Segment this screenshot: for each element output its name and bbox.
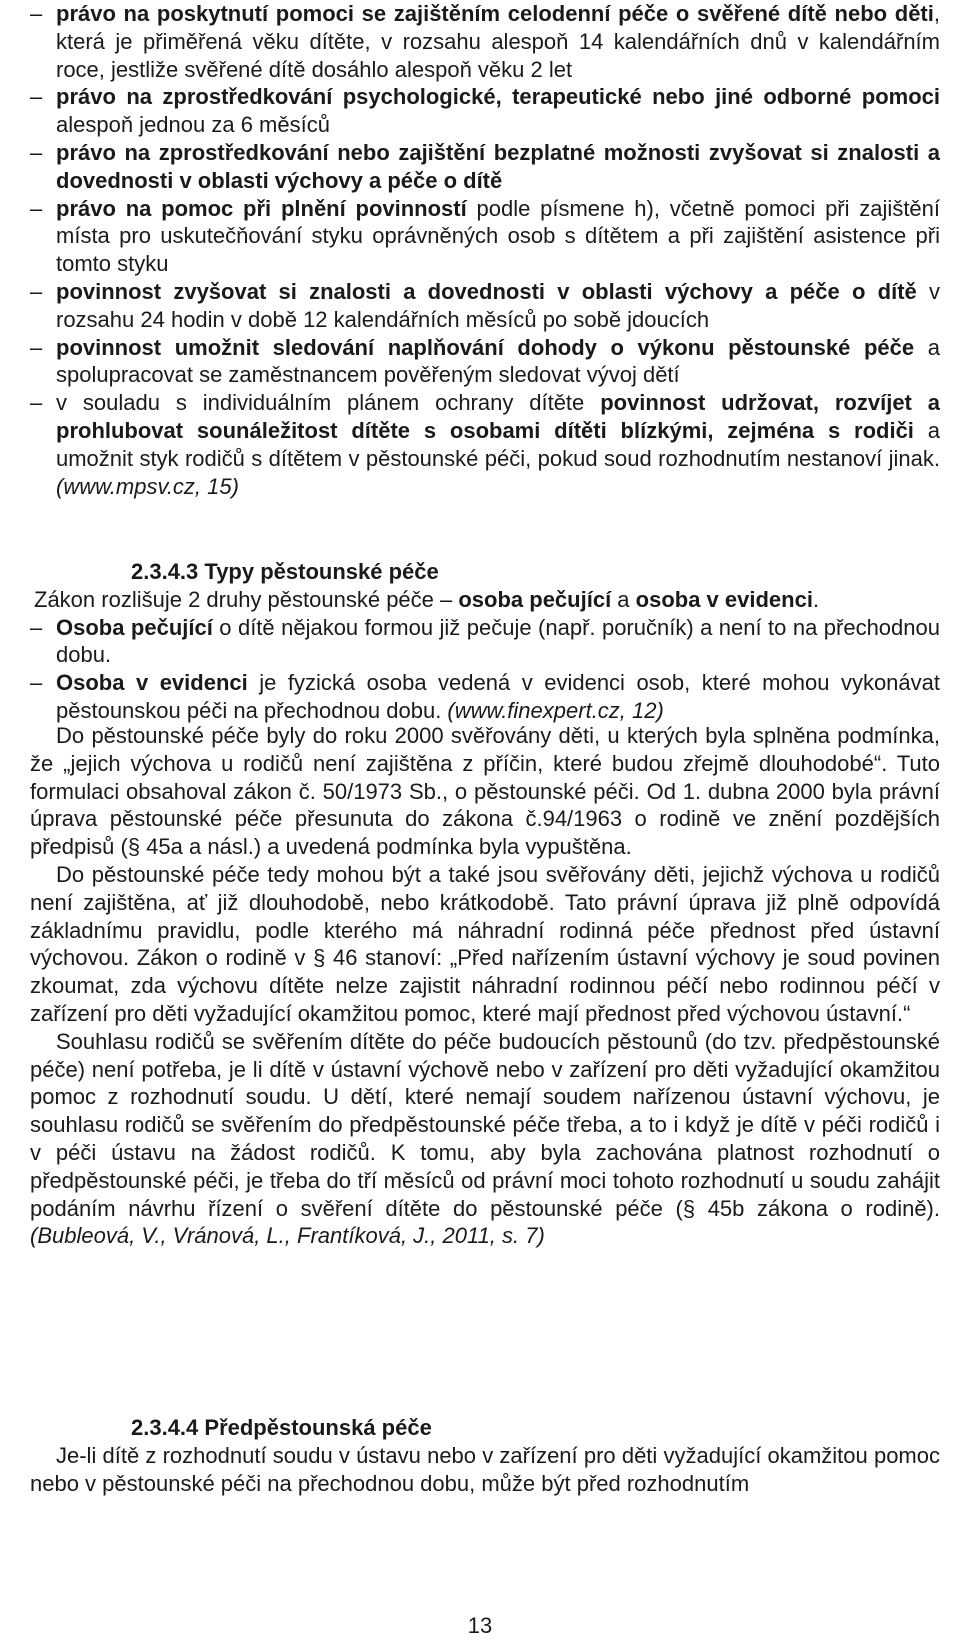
- paragraph: Souhlasu rodičů se svěřením dítěte do péče budoucích pěstounů (do tzv. předpěstounské péče) není potřeba, je li dítě v ústavní výchově nebo v zařízení pro děti vyžadující okamžitou pomoc z rozhodnutí soudu. U dětí, které nemají soudem nařízenou ústavní výchovu, je souhlasu rodičů se svěřením do předpěstounské péče třeba, a to i když je dítě v péči rodičů i v péči ústavu na žádost rodičů. K tomu, aby byla zachována platnost rozhodnutí o předpěstounské péči, je třeba do tří měsíců od právní moci tohoto rozhodnutí u soudu zahájit podáním návrhu řízení o svěření dítěte do pěstounské péče (§ 45b zákona o rodině). (Bubleová, V., Vránová, L., Frantíková, J., 2011, s. 7): [30, 1028, 940, 1249]
- list-item: [30, 139, 940, 195]
- list-item: – právo na pomoc při plnění povinností podle písmene h), včetně pomoci při zajištění místa pro uskutečňování styku oprávněných osob s dítětem a při zajištění asistence při tomto styku: [30, 195, 940, 278]
- citation: (www.finexpert.cz, 12): [447, 697, 664, 723]
- list-item: – povinnost umožnit sledování naplňování dohody o výkonu pěstounské péče a spolupracovat se zaměstnancem pověřeným sledovat vývoj dětí: [30, 334, 940, 390]
- bold-text: právo na pomoc při plnění povinností: [56, 195, 467, 221]
- section-intro: Zákon rozlišuje 2 druhy pěstounské péče – osoba pečující a osoba v evidenci.: [34, 586, 820, 612]
- bold-text: právo na zprostředkování nebo zajištění bezplatné možnosti zvyšovat si znalosti a dovednosti v oblasti výchovy a péče o dítě: [56, 139, 940, 193]
- section-heading: 2.3.4.4 Předpěstounská péče: [131, 1415, 432, 1440]
- bold-text: povinnost udržovat, rozvíjet a prohlubovat sounáležitost dítěte s osobami dítěti blízkými, zejména s rodiči: [56, 390, 941, 443]
- bold-text: právo na poskytnutí pomoci se zajištěním celodenní péče o svěřené dítě nebo děti: [56, 1, 934, 26]
- page-number: 13: [467, 1613, 493, 1638]
- citation: (Bubleová, V., Vránová, L., Frantíková, J., 2011, s. 7): [30, 1223, 545, 1249]
- list-item: – v souladu s individuálním plánem ochrany dítěte povinnost udržovat, rozvíjet a prohlubovat sounáležitost dítěte s osobami dítěti blízkými, zejména s rodiči a umožnit styk rodičů s dítětem v pěstounské péči, pokud soud rozhodnutím nestanoví jinak. (www.mpsv.cz, 15): [30, 389, 940, 500]
- paragraph: Je-li dítě z rozhodnutí soudu v ústavu nebo v zařízení pro děti vyžadující okamžitou pomoc nebo v pěstounské péči na přechodnou dobu, může být před rozhodnutím: [30, 1442, 940, 1496]
- section-heading: 2.3.4.3 Typy pěstounské péče: [131, 559, 439, 584]
- list-item: – Osoba v evidenci je fyzická osoba vedená v evidenci osob, které mohou vykonávat pěstounskou péči na přechodnou dobu. (www.finexpert.cz, 12): [30, 669, 940, 725]
- bold-text: povinnost umožnit sledování naplňování dohody o výkonu pěstounské péče: [56, 334, 915, 360]
- section-pre-foster: [30, 1414, 940, 1497]
- citation: (www.mpsv.cz, 15): [56, 473, 239, 499]
- list-item: – právo na poskytnutí pomoci se zajištěním celodenní péče o svěřené dítě nebo děti, která je přiměřená věku dítěte, v rozsahu alespoň 14 kalendářních dnů v kalendářním roce, jestliže svěřené dítě dosáhlo alespoň věku 2 let: [30, 0, 940, 83]
- list-item: – Osoba pečující o dítě nějakou formou již pečuje (např. poručník) a není to na přechodnou dobu.: [30, 614, 940, 670]
- list-item: – právo na zprostředkování psychologické, terapeutické nebo jiné odborné pomoci alespoň jednou za 6 měsíců: [30, 83, 940, 139]
- list-item: – povinnost zvyšovat si znalosti a dovednosti v oblasti výchovy a péče o dítě v rozsahu 24 hodin v době 12 kalendářních měsíců po sobě jdoucích: [30, 278, 940, 334]
- body-paragraphs: [30, 722, 940, 1250]
- section-types: [30, 558, 940, 725]
- paragraph: Do pěstounské péče byly do roku 2000 svěřovány děti, u kterých byla splněna podmínka, že „jejich výchova u rodičů není zajištěna z příčin, které budou zřejmě dlouhodobé“. Tuto formulaci obsahoval zákon č. 50/1973 Sb., o pěstounské péči. Od 1. dubna 2000 byla právní úprava pěstounské péče přesunuta do zákona č.94/1963 o rodině ve znění pozdějších předpisů (§ 45a a násl.) a uvedená podmínka byla vypuštěna.: [30, 723, 940, 860]
- bold-text: právo na zprostředkování psychologické, terapeutické nebo jiné odborné pomoci: [56, 84, 940, 110]
- bold-text: povinnost zvyšovat si znalosti a dovednosti v oblasti výchovy a péče o dítě: [56, 278, 917, 304]
- paragraph: Do pěstounské péče tedy mohou být a také jsou svěřovány děti, jejichž výchova u rodičů není zajištěna, ať již dlouhodobě, nebo krátkodobě. Tato právní úprava již plně odpovídá základnímu pravidlu, podle kterého má náhradní rodinná péče přednost před ústavní výchovou. Zákon o rodině v § 46 stanoví: „Před nařízením ústavní výchovy je soud povinen zkoumat, zda výchovu dítěte nelze zajistit náhradní rodinnou péčí nebo rodinnou péčí v zařízení pro děti vyžadující okamžitou pomoc, které mají přednost před výchovou ústavní.“: [30, 861, 940, 1026]
- rights-duties-list: [30, 0, 940, 500]
